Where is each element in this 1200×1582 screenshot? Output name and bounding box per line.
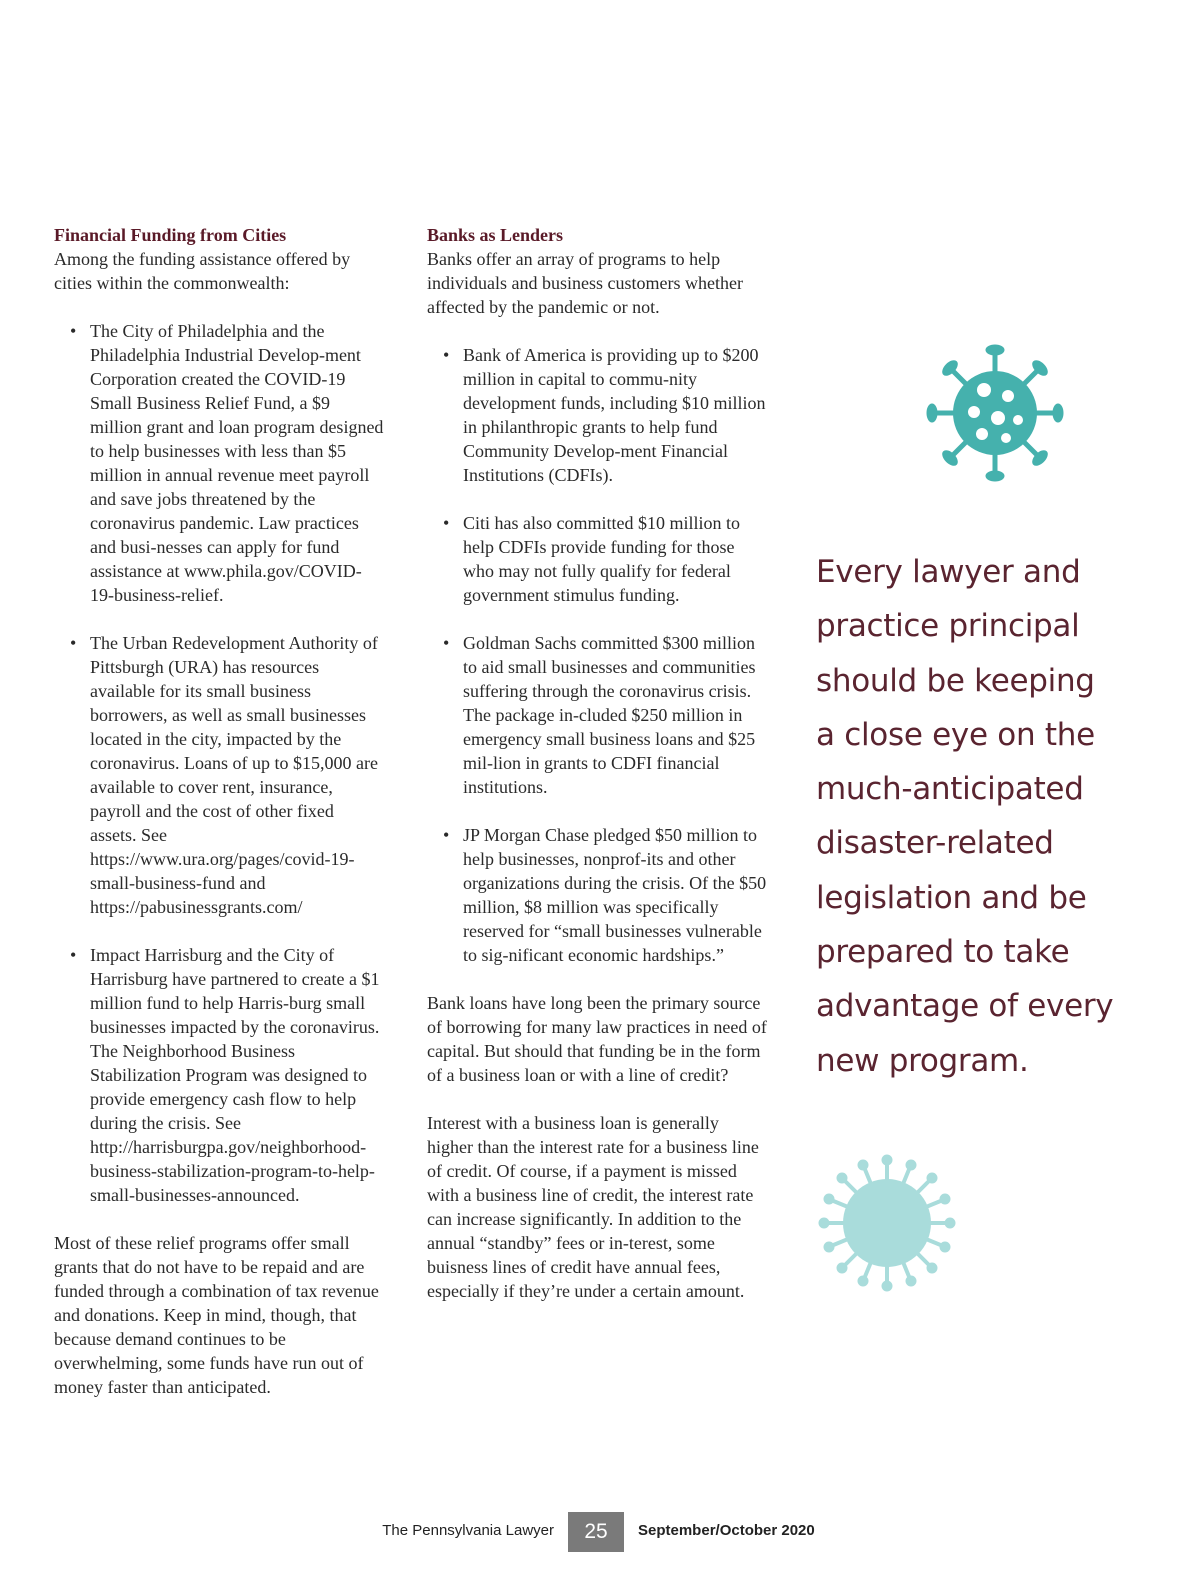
section-heading: Financial Funding from Cities: [54, 225, 287, 245]
list-item: • The City of Philadelphia and the Philadelphia Industrial Develop-ment Corporation created the COVID-19 Small Business Relief Fund, a $9 million grant and loan program designed to help businesses with less than $5 million in annual revenue meet payroll and save jobs threatened by the coronavirus pandemic. Law practices and busi-nesses can apply for fund assistance at www.phila.gov/COVID-19-business-relief.: [54, 319, 384, 607]
pull-quote-line: Every lawyer and: [816, 554, 1081, 590]
left-column: [54, 223, 384, 1399]
list-item: • Citi has also committed $10 million to help CDFIs provide funding for those who may not fully qualify for federal government stimulus funding.: [427, 511, 767, 607]
pull-quote-line: new program.: [816, 1042, 1029, 1079]
coronavirus-icon: [920, 338, 1070, 488]
pull-quote-line: much-anticipated: [816, 771, 1084, 808]
body-paragraph: Bank loans have long been the primary source of borrowing for many law practices in need of capital. But should that funding be in the form of a business loan or with a line of credit?: [427, 993, 767, 1085]
list-item: • Goldman Sachs committed $300 million to aid small businesses and communities suffering through the coronavirus crisis. The package in-cluded $250 million in emergency small business loans and $25 mil-lion in grants to CDFI financial institutions.: [427, 631, 767, 799]
pull-quote-line: prepared to take: [816, 934, 1070, 971]
list-item: • Bank of America is providing up to $200 million in capital to commu-nity development funds, including $10 million in philanthropic grants to help fund Community Develop-ment Financial Institutions (CDFIs).: [427, 343, 767, 487]
page-footer: [0, 1512, 1200, 1552]
pull-quote-line: a close eye on the: [816, 716, 1095, 753]
intro-paragraph: Banks offer an array of programs to help individuals and business customers whether affected by the pandemic or not.: [427, 249, 743, 317]
middle-column: [427, 223, 767, 1303]
intro-paragraph: Among the funding assistance offered by cities within the commonwealth:: [54, 249, 351, 293]
section-heading: Banks as Lenders: [427, 225, 564, 245]
bank-programs-list: [427, 343, 767, 967]
issue-date: September/October 2020: [638, 1522, 815, 1539]
pull-quote-line: should be keeping: [816, 662, 1095, 699]
pull-quote-line: disaster-related: [816, 825, 1054, 862]
pull-quote-line: advantage of every: [816, 988, 1114, 1025]
publication-name: The Pennsylvania Lawyer: [382, 1522, 554, 1539]
pull-quote: [816, 545, 1156, 1088]
list-item: • The Urban Redevelopment Authority of Pittsburgh (URA) has resources available for its small business borrowers, as well as small businesses located in the city, impacted by the coronavirus. Loans of up to $15,000 are available to cover rent, insurance, payroll and the cost of other fixed assets. See https://www.ura.org/pages/covid-19-small-business-fund and https://pabusinessgrants.com/: [54, 631, 384, 919]
page-number: 25: [568, 1512, 624, 1552]
pull-quote-line: legislation and be: [816, 879, 1087, 916]
city-funding-list: [54, 319, 384, 1207]
body-paragraph: Interest with a business loan is generally higher than the interest rate for a business line of credit. Of course, if a payment is missed with a business line of credit, the interest rate can increase significantly. In addition to the annual “standby” fees or in-terest, some buisness lines of credit have annual fees, especially if they’re under a certain amount.: [427, 1113, 759, 1301]
closing-paragraph: Most of these relief programs offer small grants that do not have to be repaid and are funded through a combination of tax revenue and donations. Keep in mind, though, that because demand continues to be overwhelming, some funds have run out of money faster than anticipated.: [54, 1233, 379, 1397]
list-item: • Impact Harrisburg and the City of Harrisburg have partnered to create a $1 million fund to help Harris-burg small businesses impacted by the coronavirus. The Neighborhood Business Stabilization Program was designed to provide emergency cash flow to help during the crisis. See http://harrisburgpa.gov/neighborhood-business-stabilization-program-to-help-small-businesses-announced.: [54, 943, 384, 1207]
pull-quote-line: practice principal: [816, 608, 1080, 645]
list-item: • JP Morgan Chase pledged $50 million to help businesses, nonprof-its and other organizations during the crisis. Of the $50 million, $8 million was specifically reserved for “small businesses vulnerable to sig-nificant economic hardships.”: [427, 823, 767, 967]
coronavirus-icon: [814, 1150, 960, 1296]
